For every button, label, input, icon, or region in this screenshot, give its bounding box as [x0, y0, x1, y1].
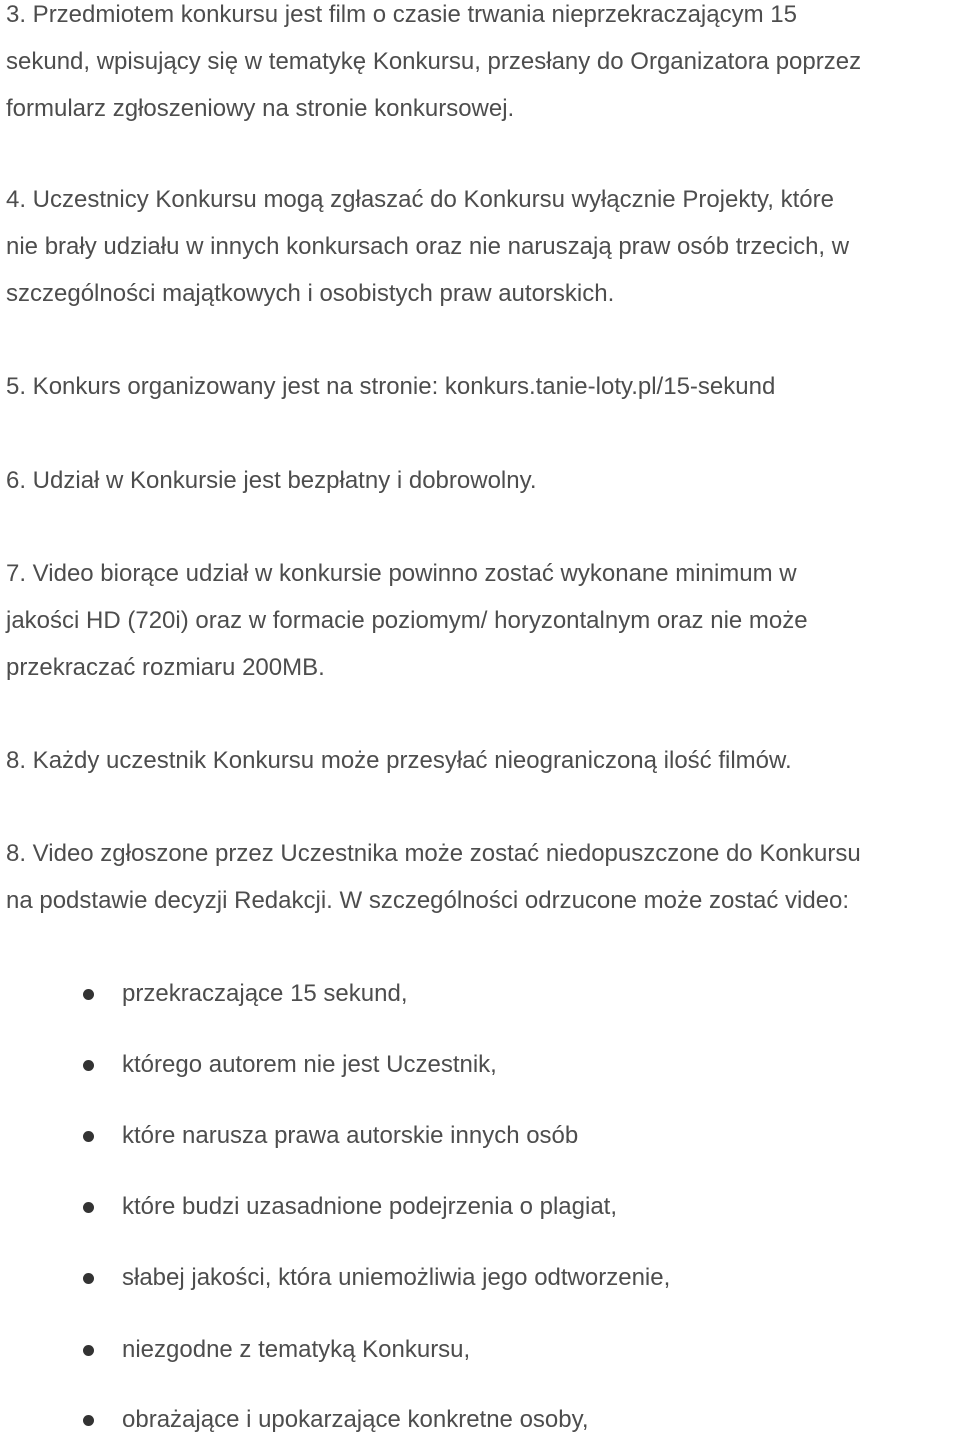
- paragraph-line: jakości HD (720i) oraz w formacie poziomym/ horyzontalnym oraz nie może: [6, 607, 808, 634]
- bullet-icon: [83, 989, 94, 1000]
- list-item-text: które budzi uzasadnione podejrzenia o plagiat,: [122, 1193, 618, 1220]
- paragraph-line: na podstawie decyzji Redakcji. W szczególności odrzucone może zostać video:: [6, 887, 850, 914]
- list-item: [0, 974, 960, 1014]
- list-item-text: przekraczające 15 sekund,: [122, 980, 408, 1007]
- paragraph-line: formularz zgłoszeniowy na stronie konkursowej.: [6, 95, 515, 122]
- list-item: [0, 1116, 960, 1156]
- list-item: [0, 1258, 960, 1298]
- paragraph-8b: [6, 830, 958, 924]
- bullet-icon: [83, 1273, 94, 1284]
- list-item: [0, 1045, 960, 1085]
- paragraph-line: 8. Każdy uczestnik Konkursu może przesyłać nieograniczoną ilość filmów.: [6, 747, 792, 774]
- list-item-text: niezgodne z tematyką Konkursu,: [122, 1336, 471, 1363]
- list-item-text: które narusza prawa autorskie innych osób: [122, 1122, 579, 1149]
- list-item-text: obrażające i upokarzające konkretne osoby,: [122, 1406, 589, 1433]
- paragraph-line: sekund, wpisujący się w tematykę Konkursu, przesłany do Organizatora poprzez: [6, 48, 862, 75]
- list-item: [0, 1187, 960, 1227]
- paragraph-8a: [6, 737, 958, 784]
- bullet-icon: [83, 1415, 94, 1426]
- paragraph-line: 8. Video zgłoszone przez Uczestnika może zostać niedopuszczone do Konkursu: [6, 840, 861, 867]
- paragraph-5: [6, 363, 958, 410]
- paragraph-line: 7. Video biorące udział w konkursie powinno zostać wykonane minimum w: [6, 560, 797, 587]
- paragraph-line: szczególności majątkowych i osobistych praw autorskich.: [6, 280, 615, 307]
- list-item-text: słabej jakości, która uniemożliwia jego odtworzenie,: [122, 1264, 671, 1291]
- list-item: [0, 1330, 960, 1370]
- bullet-icon: [83, 1060, 94, 1071]
- paragraph-6: [6, 457, 958, 504]
- paragraph-line: przekraczać rozmiaru 200MB.: [6, 654, 325, 681]
- paragraph-line: 6. Udział w Konkursie jest bezpłatny i dobrowolny.: [6, 467, 537, 494]
- paragraph-line: 4. Uczestnicy Konkursu mogą zgłaszać do Konkursu wyłącznie Projekty, które: [6, 186, 834, 213]
- paragraph-line: nie brały udziału w innych konkursach oraz nie naruszają praw osób trzecich, w: [6, 233, 850, 260]
- bullet-icon: [83, 1131, 94, 1142]
- paragraph-line: 3. Przedmiotem konkursu jest film o czasie trwania nieprzekraczającym 15: [6, 1, 797, 28]
- bullet-icon: [83, 1345, 94, 1356]
- paragraph-line: 5. Konkurs organizowany jest na stronie: konkurs.tanie-loty.pl/15-sekund: [6, 373, 776, 400]
- paragraph-7: [6, 550, 958, 691]
- bullet-icon: [83, 1202, 94, 1213]
- list-item: [0, 1400, 960, 1440]
- list-item-text: którego autorem nie jest Uczestnik,: [122, 1051, 497, 1078]
- paragraph-3: [6, 0, 958, 132]
- paragraph-4: [6, 176, 958, 317]
